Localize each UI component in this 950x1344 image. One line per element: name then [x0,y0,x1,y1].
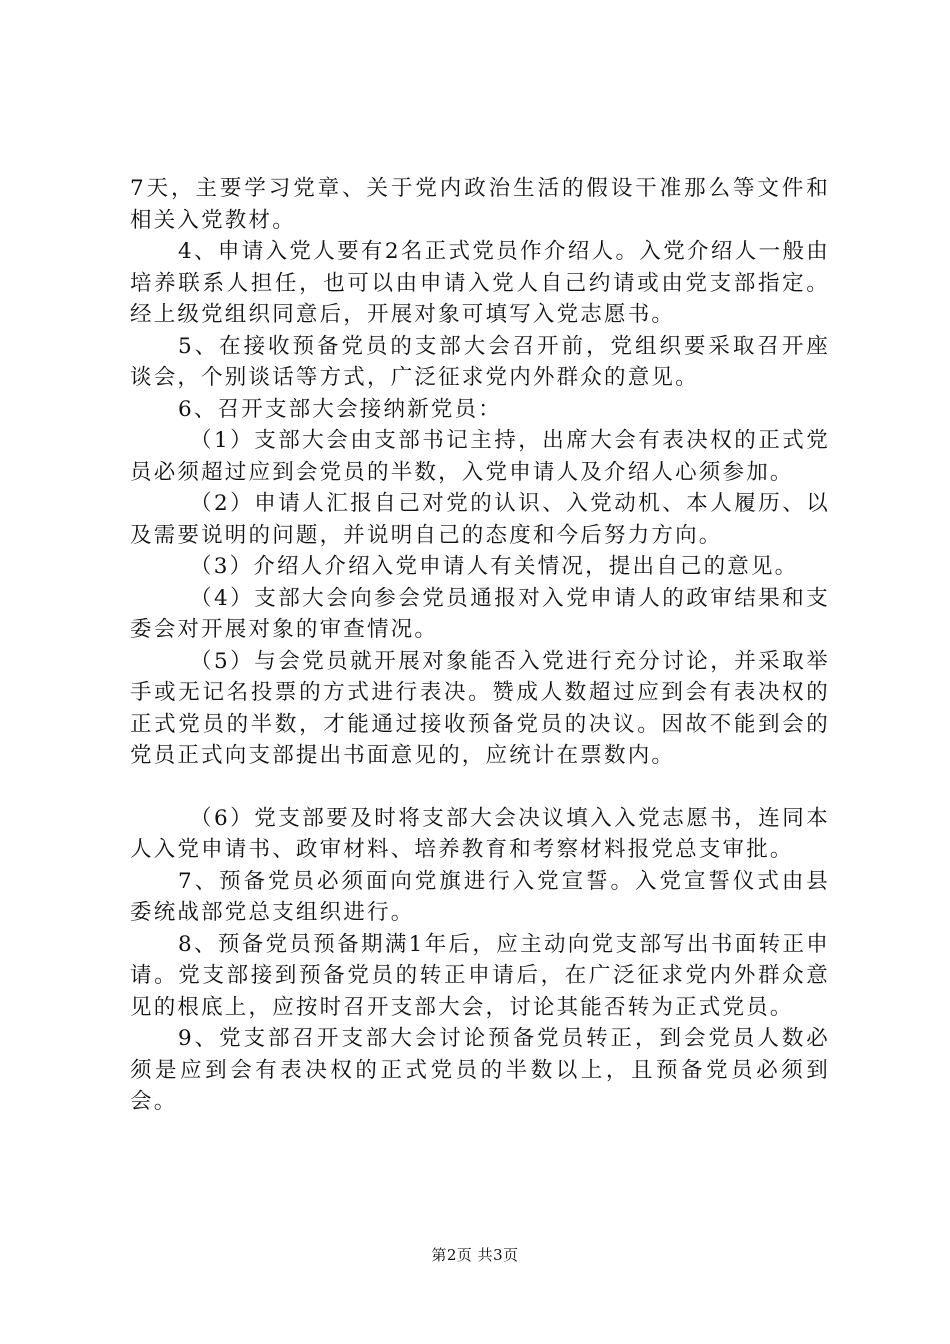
paragraph-subitem-6-application-form: （6）党支部要及时将支部大会决议填入入党志愿书，连同本人入党申请书、政审材料、培养教育和考察材料报党总支审批。 [130,805,830,862]
paragraph-continued-study-content: 7天，主要学习党章、关于党内政治生活的假设干准那么等文件和相关入党教材。 [130,176,830,233]
document-body [130,173,830,1118]
paragraph-item-7-oath: 7、预备党员必须面向党旗进行入党宣誓。入党宣誓仪式由县委统战部党总支组织进行。 [130,868,830,925]
paragraph-item-6-branch-meeting: 6、召开支部大会接纳新党员： [178,396,502,422]
paragraph-subitem-4-review: （4）支部大会向参会党员通报对入党申请人的政审结果和支委会对开展对象的审查情况。 [130,585,830,642]
paragraph-item-9-conversion-meeting: 9、党支部召开支部大会讨论预备党员转正，到会党员人数必须是应到会有表决权的正式党员的半数以上，且预备党员必须到会。 [130,1026,830,1114]
paragraph-subitem-3-introducer: （3）介绍人介绍入党申请人有关情况，提出自己的意见。 [190,554,799,579]
paragraph-subitem-2-report: （2）申请人汇报自己对党的认识、入党动机、本人履历、以及需要说明的问题，并说明自己的态度和今后努力方向。 [130,491,830,548]
paragraph-subitem-1-chair: （1）支部大会由支部书记主持，出席大会有表决权的正式党员必须超过应到会党员的半数，入党申请人及介绍人心须参加。 [130,428,830,485]
paragraph-item-5-opinions: 5、在接收预备党员的支部大会召开前，党组织要采取召开座谈会，个别谈话等方式，广泛征求党内外群众的意见。 [130,333,830,390]
page-number-footer: 第2页 共3页 [431,1246,519,1264]
paragraph-subitem-5-vote: （5）与会党员就开展对象能否入党进行充分讨论，并采取举手或无记名投票的方式进行表决。赞成人数超过应到会有表决权的正式党员的半数，才能通过接收预备党员的决议。因故不能到会的党员正式向支部提出书面意见的，应统计在票数内。 [130,648,830,768]
paragraph-item-8-formal-application: 8、预备党员预备期满1年后，应主动向党支部写出书面转正申请。党支部接到预备党员的转正申请后，在广泛征求党内外群众意见的根底上，应按时召开支部大会，讨论其能否转为正式党员。 [130,931,830,1020]
paragraph-item-4-introducers: 4、申请入党人要有2名正式党员作介绍人。入党介绍人一般由培养联系人担任，也可以由申请入党人自己约请或由党支部指定。经上级党组织同意后，开展对象可填写入党志愿书。 [130,239,830,327]
